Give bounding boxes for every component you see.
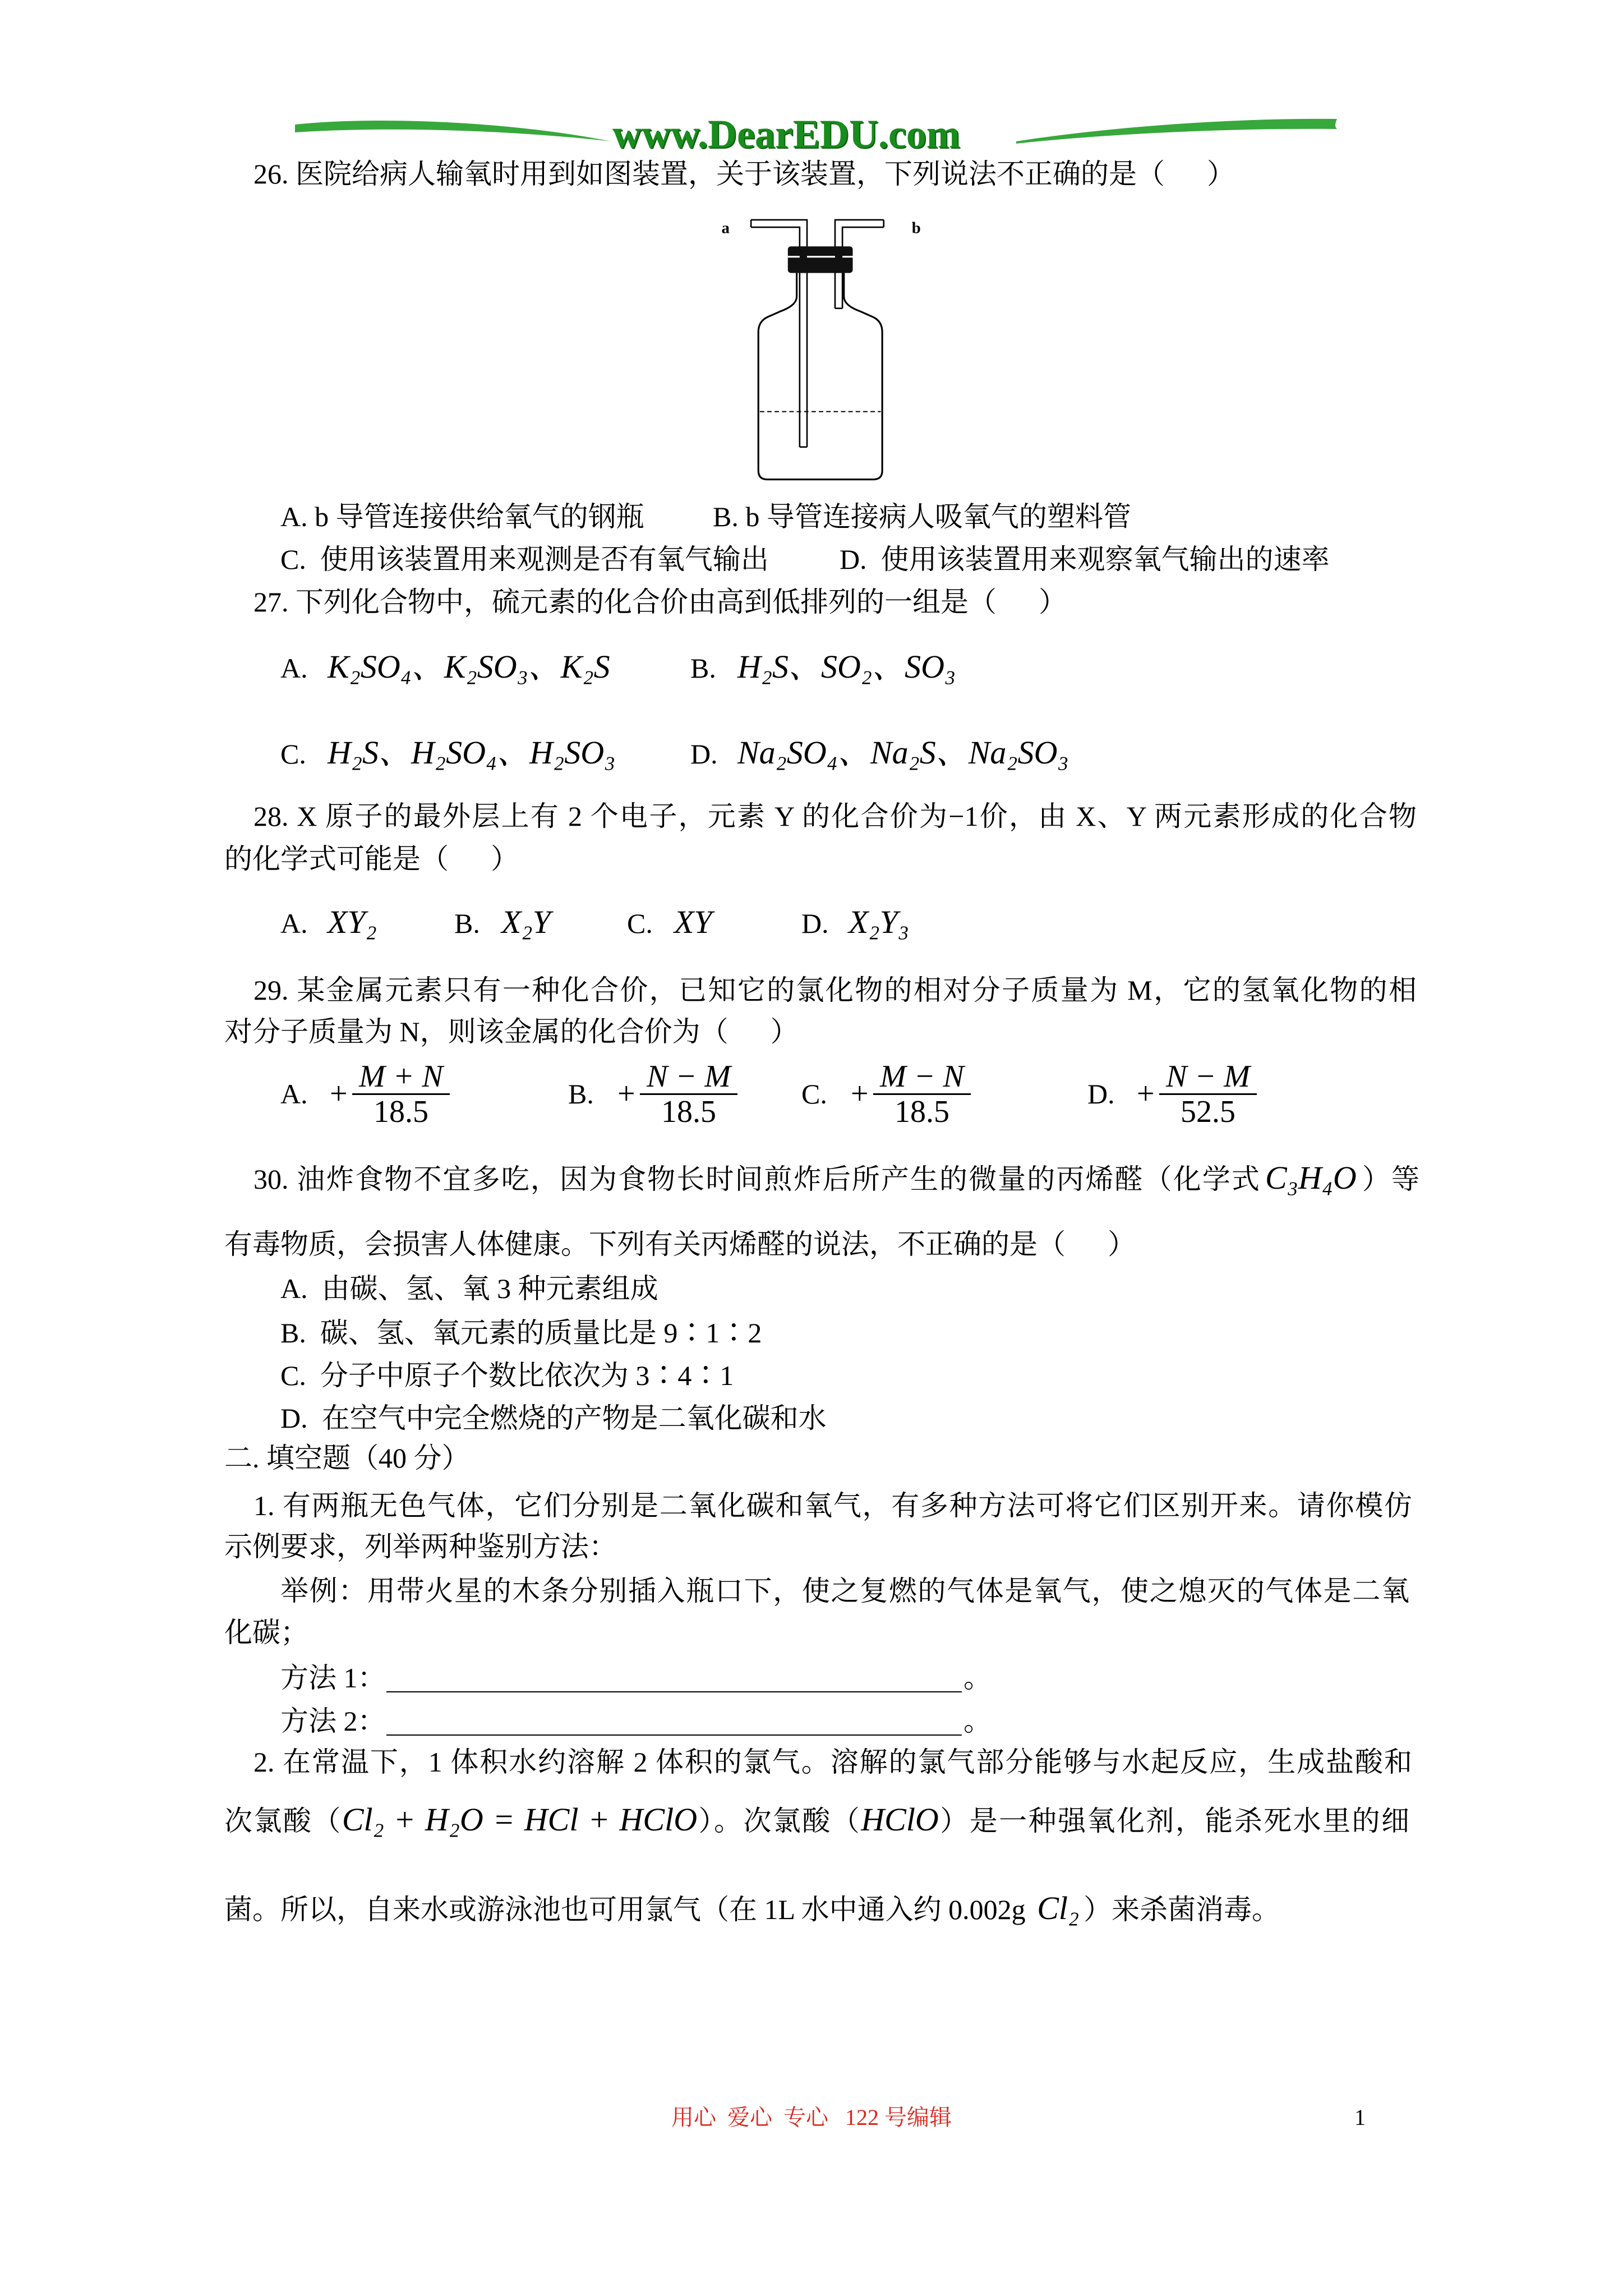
q28-stem-line-2: 的化学式可能是（ ） [224,843,519,875]
hclo-formula: HClO [861,1801,939,1838]
option-formula: H₂S、SO₂、SO₃ [737,648,956,685]
cl2-formula: Cl₂ [1037,1890,1080,1926]
fraction-numerator: M + N [359,1059,443,1094]
q26-option-c: C. 使用该装置用来观测是否有氧气输出 [280,544,769,575]
q30-option-d: D. 在空气中完全燃烧的产物是二氧化碳和水 [280,1402,827,1434]
q30-stem-text: 30. 油炸食物不宜多吃，因为食物长时间煎炸后所产生的微量的丙烯醛（化学式 [253,1163,1261,1195]
option-formula: H₂S、H₂SO₄、H₂SO₃ [328,734,616,771]
s2-q2-line-1: 2. 在常温下，1 体积水约溶解 2 体积的氯气。溶解的氯气部分能够与水起反应，生成盐酸和 [253,1746,1412,1778]
q2-text: ）来杀菌消毒。 [1083,1894,1280,1925]
plus-sign: + [330,1076,348,1111]
figure-label-b: b [911,219,921,237]
plus-sign: + [617,1076,635,1111]
rubber-stopper [788,246,853,273]
footer-slogan: 用心 爱心 专心 122 号编辑 [671,2105,952,2130]
q2-text: 菌。所以，自来水或游泳池也可用氯气（在 1L 水中通入约 0.002g [224,1894,1033,1925]
q28-option-c [627,904,712,942]
site-logo: www.DearEDU.com [612,112,960,157]
option-label: B. [454,908,480,939]
method-1-label: 方法 1： [280,1662,386,1694]
s2-q1-example-line-2: 化碳； [224,1617,308,1648]
q2-text: ）是一种强氧化剂，能杀死水里的细 [938,1805,1410,1837]
chlorine-water-equation: Cl₂ + H₂O = HCl + HClO [342,1801,698,1838]
s2-q2-line-3 [224,1892,1280,1926]
q30-option-b: B. 碳、氢、氧元素的质量比是 9∶1∶2 [280,1317,762,1349]
q27-stem: 27. 下列化合物中，硫元素的化合价由高到低排列的一组是（ ） [253,586,1067,618]
q30-option-c: C. 分子中原子个数比依次为 3∶4∶1 [280,1360,734,1391]
q2-text: 次氯酸（ [224,1805,342,1837]
method-1-period: 。 [963,1662,992,1694]
option-formula: XY [674,904,712,940]
q28-option-b [454,904,551,942]
fraction [352,1060,450,1129]
q28-option-d [801,904,909,942]
q28-option-a [280,904,377,942]
q28-stem-line-1: 28. X 原子的最外层上有 2 个电子，元素 Y 的化合价为−1价，由 X、Y 两元素形成的化合物 [253,800,1417,832]
right-swoosh [1016,119,1337,144]
fraction [1159,1060,1257,1129]
q30-stem-line-1 [253,1161,1419,1196]
fraction-denominator: 18.5 [661,1094,716,1129]
plus-sign: + [851,1076,869,1111]
q29-stem-line-1: 29. 某金属元素只有一种化合价，已知它的氯化物的相对分子质量为 M，它的氢氧化物的相 [253,974,1417,1006]
option-label: D. [801,908,829,939]
option-formula: XY₂ [328,904,377,940]
method-2-label: 方法 2： [280,1705,386,1737]
s2-q1-line-2: 示例要求，列举两种鉴别方法： [224,1531,617,1562]
fraction-numerator: M − N [880,1059,964,1094]
option-label: C. [801,1078,827,1110]
q27-option-c [280,734,615,772]
option-label: B. [690,652,716,684]
option-label: B. [568,1078,594,1110]
s2-q1-line-1: 1. 有两瓶无色气体，它们分别是二氧化碳和氧气，有多种方法可将它们区别开来。请你模仿 [253,1490,1412,1521]
fraction-numerator: N − M [1166,1059,1250,1094]
option-label: A. [280,1078,308,1110]
q26-option-b: B. b 导管连接病人吸氧气的塑料管 [713,501,1131,532]
oxygen-humidifier-figure [716,211,926,487]
bottle-outline [758,273,882,480]
option-formula: K₂SO₄、K₂SO₃、K₂S [328,648,610,685]
s2-q2-line-2 [224,1803,1409,1838]
figure-label-a: a [721,219,730,237]
option-label: C. [280,738,306,770]
fraction-denominator: 52.5 [1181,1094,1235,1129]
fraction-numerator: N − M [647,1059,731,1094]
fraction [640,1060,737,1129]
q30-stem-text-end: ）等 [1361,1163,1420,1195]
q29-option-d [1087,1059,1257,1129]
q29-stem-line-2: 对分子质量为 N，则该金属的化合价为（ ） [224,1016,799,1047]
q26-option-a: A. b 导管连接供给氧气的钢瓶 [280,501,644,532]
option-formula: X₂Y₃ [849,904,910,940]
q27-option-d [690,734,1069,772]
section-title: 二. 填空题（40 分） [224,1442,470,1474]
method-1-answer-blank [386,1691,962,1692]
acrolein-formula: C₃H₄O [1265,1159,1357,1196]
fraction-denominator: 18.5 [895,1094,949,1129]
option-label: D. [690,738,718,770]
q26-option-d: D. 使用该装置用来观察氧气输出的速率 [840,544,1330,575]
method-2-period: 。 [963,1705,992,1737]
q29-option-c [801,1059,971,1129]
method-2-answer-blank [386,1734,962,1736]
q27-option-a [280,648,610,687]
option-label: C. [627,908,653,939]
q29-option-b [568,1059,737,1129]
q30-stem-line-2: 有毒物质，会损害人体健康。下列有关丙烯醛的说法，不正确的是（ ） [224,1228,1136,1260]
q29-option-a [280,1059,450,1129]
left-swoosh [295,121,611,141]
option-label: A. [280,652,308,684]
fraction-denominator: 18.5 [374,1094,428,1129]
option-label: D. [1087,1078,1115,1110]
page-number: 1 [1354,2105,1366,2130]
fraction [873,1060,971,1129]
q26-stem: 26. 医院给病人输氧时用到如图装置，关于该装置，下列说法不正确的是（ ） [253,158,1235,190]
option-formula: X₂Y [501,904,551,940]
option-formula: Na₂SO₄、Na₂S、Na₂SO₃ [737,734,1069,771]
s2-q1-example-line-1: 举例：用带火星的木条分别插入瓶口下，使之复燃的气体是氧气，使之熄灭的气体是二氧 [280,1575,1409,1607]
q27-option-b [690,648,956,687]
q2-text: ）。次氯酸（ [697,1805,861,1837]
plus-sign: + [1137,1076,1155,1111]
q30-option-a: A. 由碳、氢、氧 3 种元素组成 [280,1273,658,1304]
option-label: A. [280,908,308,939]
